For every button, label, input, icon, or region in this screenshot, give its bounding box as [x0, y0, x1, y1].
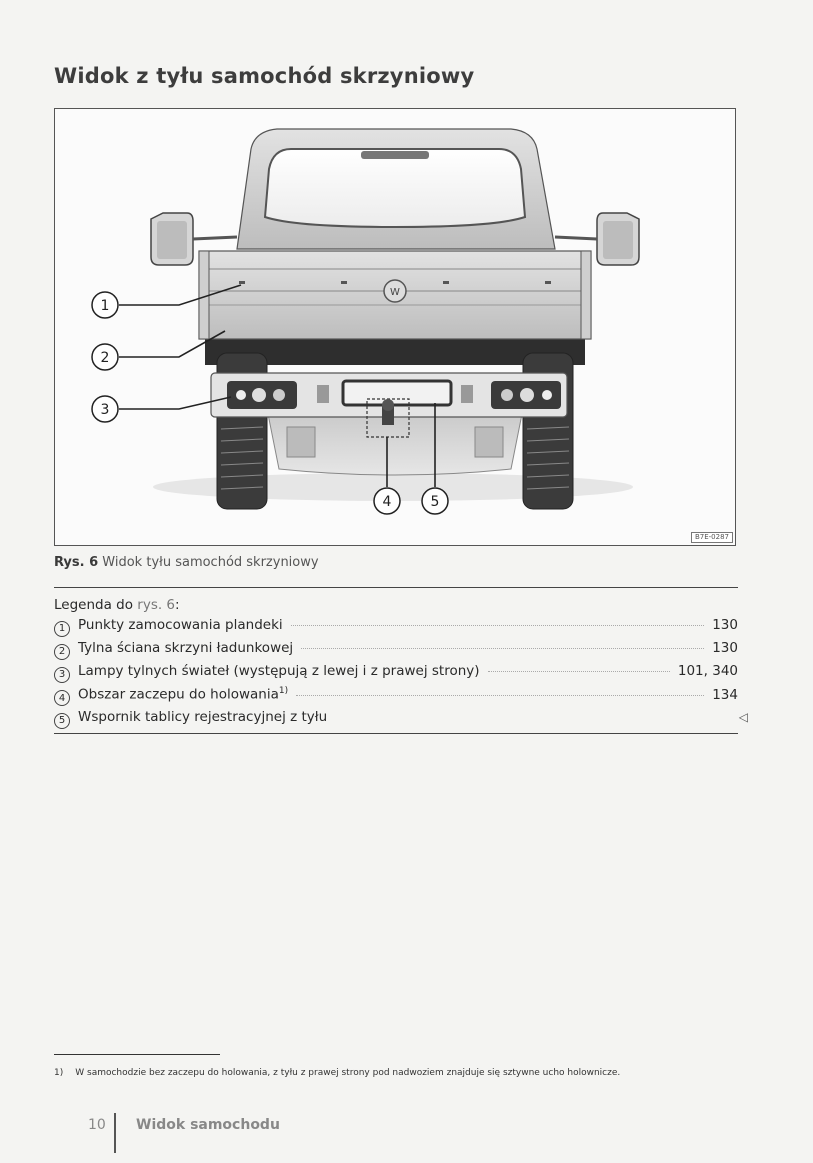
license-plate-bracket	[343, 381, 451, 405]
leader-dots	[488, 671, 670, 672]
truck-illustration	[55, 109, 735, 545]
legend-item-text	[78, 686, 288, 703]
left-mirror-arm	[193, 237, 237, 239]
legend-intro: Legenda do	[54, 597, 133, 613]
left-lamp-b	[252, 388, 266, 402]
footnote-text: W samochodzie bez zaczepu do holowania, z tyłu z prawej strony pod nadwoziem znajduje się sztywne ucho holownicze.	[75, 1068, 621, 1078]
caption-text: Widok tyłu samochód skrzyniowy	[102, 555, 319, 570]
legend-item	[54, 663, 738, 686]
legend-item-text: Wspornik tablicy rejestracyjnej z tyłu	[78, 709, 328, 725]
right-lamp-a	[501, 389, 513, 401]
legend-item-text-main: Obszar zaczepu do holowania	[78, 686, 279, 703]
legend-item-text: Lampy tylnych świateł (występują z lewej i z prawej strony)	[78, 663, 480, 679]
legend-item-page-link[interactable]: 134	[712, 686, 738, 703]
legend-item-number: 4	[54, 690, 70, 706]
callout-5: 5	[430, 494, 440, 510]
legend-intro-colon: :	[175, 597, 180, 613]
callout-4: 4	[382, 494, 392, 510]
left-lamp-a	[236, 390, 246, 400]
figure-caption	[54, 555, 319, 570]
left-lamp-c	[273, 389, 285, 401]
legend-title	[54, 597, 180, 613]
leader-dots	[301, 648, 704, 649]
legend-item-number: 1	[54, 621, 70, 637]
leader-dots	[291, 625, 705, 626]
legend-figure-link[interactable]: rys. 6	[137, 597, 176, 613]
legend-top-rule	[54, 587, 738, 588]
legend-item-number: 3	[54, 667, 70, 683]
footer-divider	[114, 1113, 116, 1153]
legend-item-page-link[interactable]: 130	[712, 640, 738, 656]
bracket-right	[461, 385, 473, 403]
legend-item-number: 2	[54, 644, 70, 660]
legend-item-page-link[interactable]: 130	[712, 617, 738, 633]
footnote-rule	[54, 1054, 220, 1055]
spare-part-left	[287, 427, 315, 457]
callout-3: 3	[100, 402, 110, 418]
callout-2: 2	[100, 350, 110, 366]
bracket-left	[317, 385, 329, 403]
page-title: Widok z tyłu samochód skrzyniowy	[54, 64, 475, 88]
caption-label: Rys. 6	[54, 555, 99, 570]
footnote-marker: 1)	[54, 1068, 64, 1078]
rear-window	[265, 149, 525, 227]
legend-bottom-rule	[54, 733, 738, 734]
legend-item-text: Tylna ściana skrzyni ładunkowej	[78, 640, 294, 656]
legend-item-number: 5	[54, 713, 70, 729]
legend-item	[54, 617, 738, 640]
legend-item-text: Punkty zamocowania plandeki	[78, 617, 283, 633]
bed-post-right	[581, 251, 591, 339]
legend-list	[54, 617, 748, 732]
end-of-section-icon: ◁	[738, 710, 748, 724]
legend-item	[54, 640, 738, 663]
figure-code: B7E-0287	[691, 532, 733, 543]
callout-1: 1	[100, 298, 110, 314]
legend-item	[54, 709, 748, 732]
footnote-ref[interactable]: 1)	[278, 686, 289, 696]
right-lamp-b	[520, 388, 534, 402]
spare-part-right	[475, 427, 503, 457]
left-mirror-glass	[157, 221, 187, 259]
legend-item	[54, 686, 738, 709]
footnote	[54, 1068, 620, 1078]
right-mirror-glass	[603, 221, 633, 259]
brake-light	[361, 151, 429, 159]
leader-dots	[296, 695, 704, 696]
page-number: 10	[88, 1117, 106, 1133]
right-lamp-c	[542, 390, 552, 400]
figure-truck-rear	[54, 108, 736, 546]
right-mirror-arm	[555, 237, 597, 239]
tow-ball	[382, 399, 394, 411]
vw-logo-mark: W	[390, 287, 400, 298]
section-title: Widok samochodu	[136, 1117, 280, 1133]
legend-item-page-link[interactable]: 101, 340	[677, 663, 738, 679]
